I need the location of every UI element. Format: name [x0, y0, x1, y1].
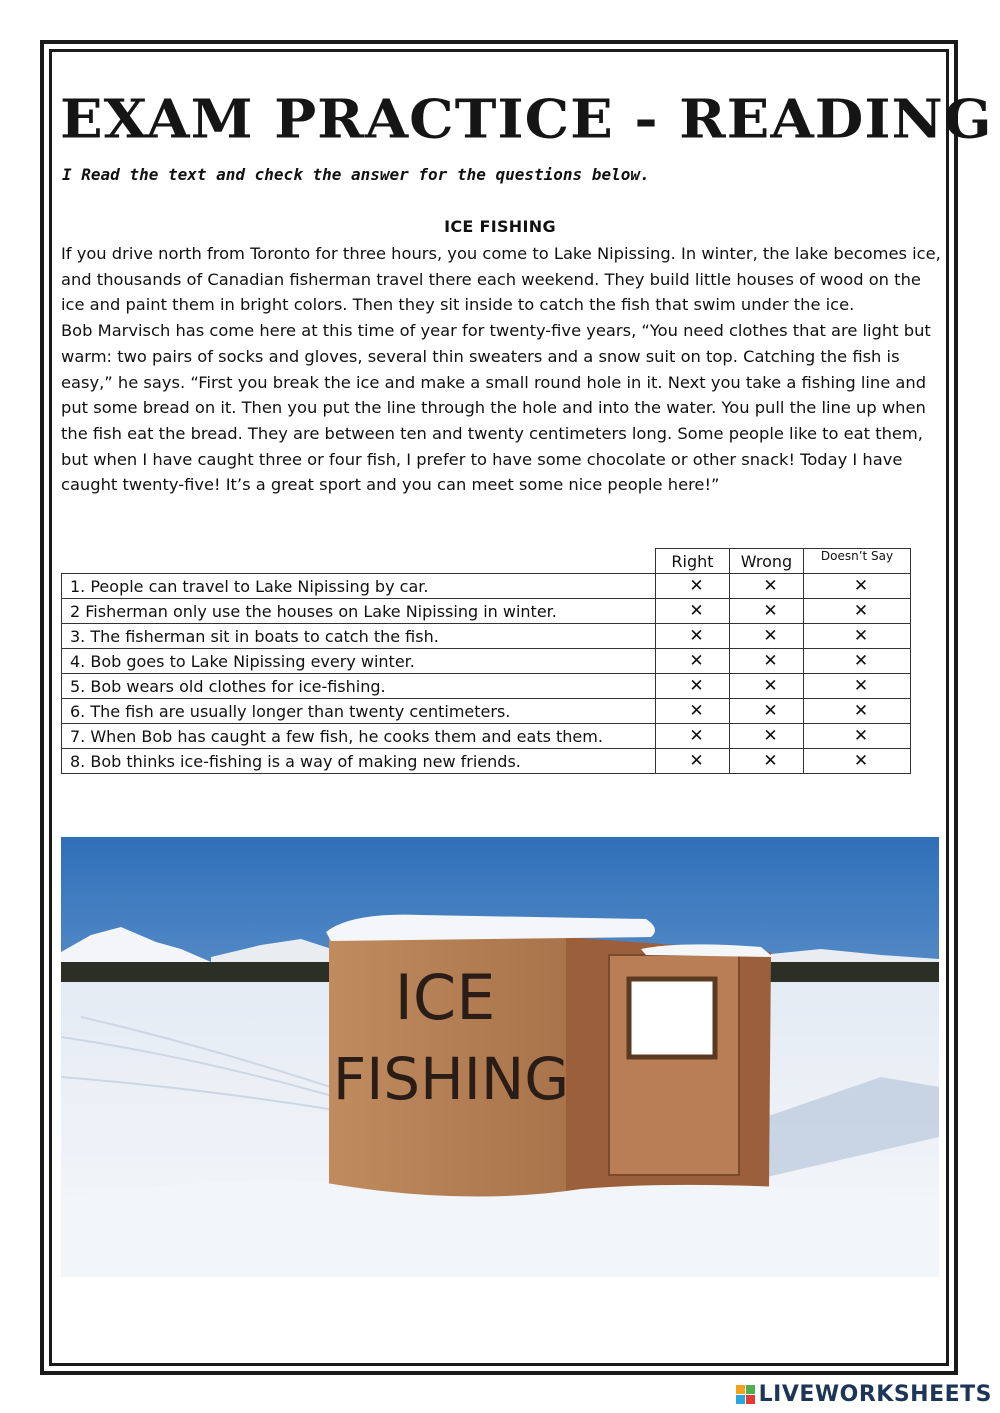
table-row: [62, 574, 911, 599]
answer-checkbox-right[interactable]: ✕: [656, 599, 730, 624]
header-doesnt-say: Doesn’t Say: [804, 549, 911, 574]
instruction-text: I Read the text and check the answer for the questions below.: [62, 165, 650, 184]
page-title: EXAM PRACTICE - READING: [60, 88, 993, 151]
answer-checkbox-right[interactable]: ✕: [656, 649, 730, 674]
sign-text-fishing: FISHING: [332, 1045, 570, 1113]
table-row: [62, 649, 911, 674]
question-text: 8. Bob thinks ice-fishing is a way of making new friends.: [62, 749, 656, 774]
answer-checkbox-right[interactable]: ✕: [656, 724, 730, 749]
ice-fishing-photo: [61, 837, 939, 1277]
question-text: 2 Fisherman only use the houses on Lake Nipissing in winter.: [62, 599, 656, 624]
answer-checkbox-doesnt-say[interactable]: ✕: [804, 574, 911, 599]
question-text: 5. Bob wears old clothes for ice-fishing.: [62, 674, 656, 699]
table-row: [62, 624, 911, 649]
answer-checkbox-doesnt-say[interactable]: ✕: [804, 599, 911, 624]
table-row: [62, 599, 911, 624]
answer-checkbox-doesnt-say[interactable]: ✕: [804, 749, 911, 774]
answer-checkbox-doesnt-say[interactable]: ✕: [804, 649, 911, 674]
story-title: ICE FISHING: [444, 217, 556, 236]
roof-snow: [326, 915, 655, 941]
question-text: 6. The fish are usually longer than twenty centimeters.: [62, 699, 656, 724]
ice-fishing-hut-image: [61, 837, 939, 1277]
story-paragraph: Bob Marvisch has come here at this time of year for twenty-five years, “You need clothes that are light but warm: two pairs of socks and gloves, several thin sweaters and a snow suit on top. Catching the fish is easy,” he says. “First you break the ice and make a small round hole in it. Next you take a fishing line and put some bread on it. Then you put the line through the hole and into the water. You pull the line up when the fish eat the bread. They are between ten and twenty centimeters long. Some people like to eat them, but when I have caught three or four fish, I prefer to have some chocolate or other snack! Today I have caught twenty-five! It’s a great sport and you can meet some nice people here!”: [61, 321, 931, 495]
story-text: [61, 241, 941, 498]
answer-checkbox-wrong[interactable]: ✕: [730, 624, 804, 649]
blank-header-cell: [62, 549, 656, 574]
table-row: [62, 699, 911, 724]
story-paragraph: If you drive north from Toronto for three hours, you come to Lake Nipissing. In winter, the lake becomes ice, and thousands of Canadian fisherman travel there each weekend. They build little houses of wood on the ice and paint them in bright colors. Then they sit inside to catch the fish that swim under the ice.: [61, 244, 941, 315]
answer-table: [61, 548, 911, 774]
answer-checkbox-wrong[interactable]: ✕: [730, 649, 804, 674]
answer-checkbox-right[interactable]: ✕: [656, 574, 730, 599]
table-row: [62, 724, 911, 749]
answer-checkbox-wrong[interactable]: ✕: [730, 574, 804, 599]
answer-checkbox-wrong[interactable]: ✕: [730, 674, 804, 699]
answer-checkbox-wrong[interactable]: ✕: [730, 599, 804, 624]
answer-checkbox-wrong[interactable]: ✕: [730, 699, 804, 724]
question-text: 7. When Bob has caught a few fish, he cooks them and eats them.: [62, 724, 656, 749]
answer-checkbox-wrong[interactable]: ✕: [730, 724, 804, 749]
answer-checkbox-doesnt-say[interactable]: ✕: [804, 724, 911, 749]
answer-checkbox-right[interactable]: ✕: [656, 624, 730, 649]
answer-checkbox-doesnt-say[interactable]: ✕: [804, 699, 911, 724]
question-text: 4. Bob goes to Lake Nipissing every winter.: [62, 649, 656, 674]
answer-checkbox-doesnt-say[interactable]: ✕: [804, 624, 911, 649]
table-row: [62, 674, 911, 699]
answer-checkbox-doesnt-say[interactable]: ✕: [804, 674, 911, 699]
sign-text-ice: ICE: [394, 961, 496, 1034]
question-text: 3. The fisherman sit in boats to catch the fish.: [62, 624, 656, 649]
logo-mark: [736, 1385, 755, 1404]
answer-checkbox-right[interactable]: ✕: [656, 699, 730, 724]
question-text: 1. People can travel to Lake Nipissing by car.: [62, 574, 656, 599]
table-row: [62, 749, 911, 774]
answer-checkbox-wrong[interactable]: ✕: [730, 749, 804, 774]
answer-checkbox-right[interactable]: ✕: [656, 749, 730, 774]
header-wrong: Wrong: [730, 549, 804, 574]
brand-name: LIVEWORKSHEETS: [758, 1381, 992, 1407]
header-right: Right: [656, 549, 730, 574]
liveworksheets-logo: [736, 1380, 992, 1408]
answer-checkbox-right[interactable]: ✕: [656, 674, 730, 699]
hut-window: [629, 979, 715, 1057]
